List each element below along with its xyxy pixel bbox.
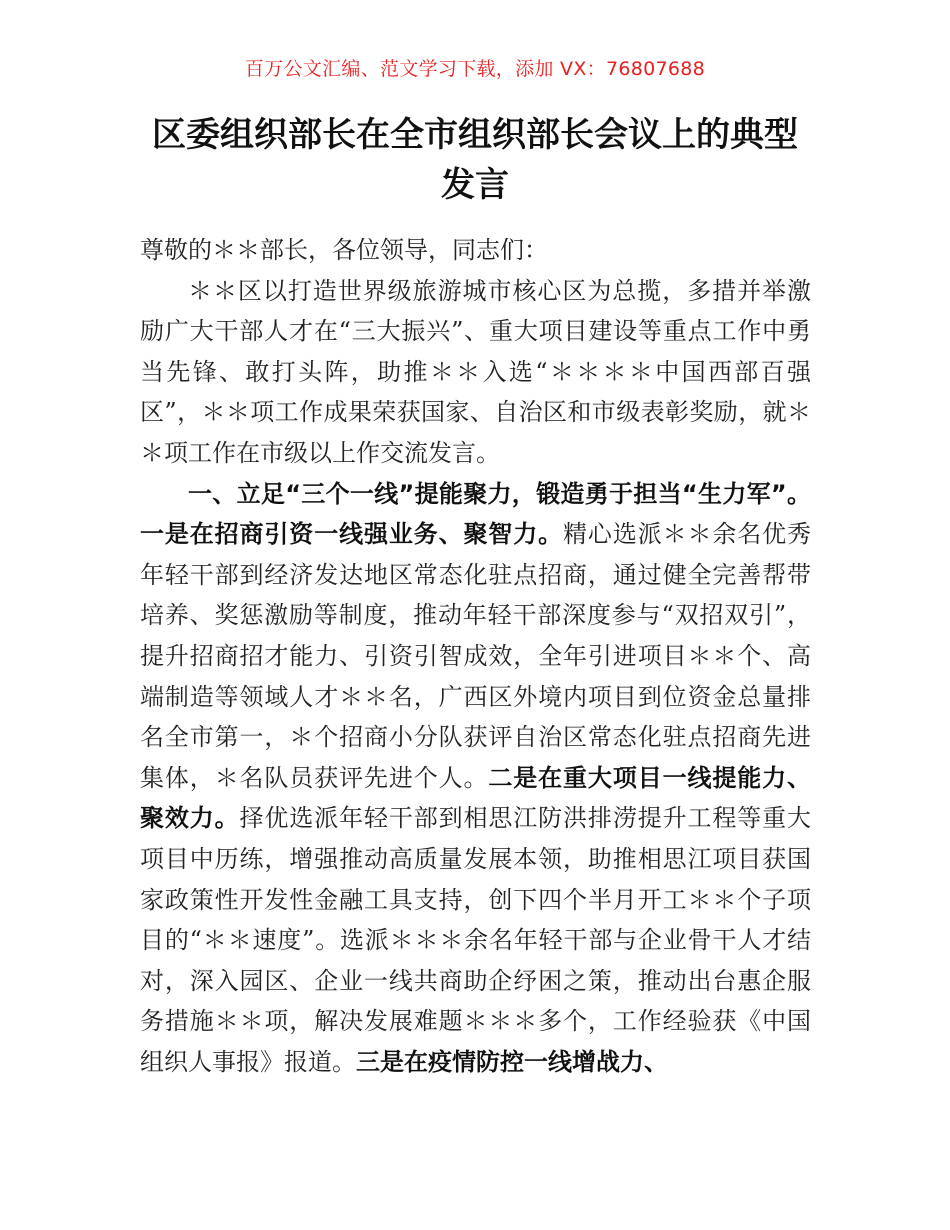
intro-paragraph: ＊＊区以打造世界级旅游城市核心区为总揽，多措并举激励广大干部人才在“三大振兴”、重大项目建设等重点工作中勇当先锋、敢打头阵，助推＊＊入选“＊＊＊＊中国西部百强区”，＊＊项工作成果荣获国家、自治区和市级表彰奖励，就＊＊项工作在市级以上作交流发言。 [140,276,811,467]
point-2-heading: 二是在重大项目一线提能力、聚效力。 [140,763,812,833]
section-1-paragraph [140,474,811,1083]
document-title: 区委组织部长在全市组织部长会议上的典型发言 [152,115,798,205]
point-3-heading: 三是在疫情防控一线增战力、 [356,1047,668,1076]
header-watermark-note: 百万公文汇编、范文学习下载，添加 VX：76807688 [244,58,706,80]
point-2-text: 择优选派年轻干部到相思江防洪排涝提升工程等重大项目中历练，增强推动高质量发展本领，助推相思江项目获国家政策性开发性金融工具支持，创下四个半月开工＊＊个子项目的“＊＊速度”。选派＊＊＊余名年轻干部与企业骨干人才结对，深入园区、企业一线共商助企纾困之策，推动出台惠企服务措施＊＊项，解决发展难题＊＊＊多个，工作经验获《中国组织人事报》报道。 [140,804,812,1076]
document-body [140,230,811,1082]
point-1-text: 精心选派＊＊余名优秀年轻干部到经济发达地区常态化驻点招商，通过健全完善帮带培养、奖惩激励等制度，推动年轻干部深度参与“双招双引”，提升招商招才能力、引资引智成效，全年引进项目＊＊个、高端制造等领域人才＊＊名，广西区外境内项目到位资金总量排名全市第一，＊个招商小分队获评自治区常态化驻点招商先进集体，＊名队员获评先进个人。 [140,520,812,792]
section-1-heading: 一、立足“三个一线”提能聚力，锻造勇于担当“生力军”。 [188,479,811,508]
salutation: 尊敬的＊＊部长，各位领导，同志们： [140,236,548,264]
point-1-heading: 一是在招商引资一线强业务、聚智力。 [140,520,564,549]
